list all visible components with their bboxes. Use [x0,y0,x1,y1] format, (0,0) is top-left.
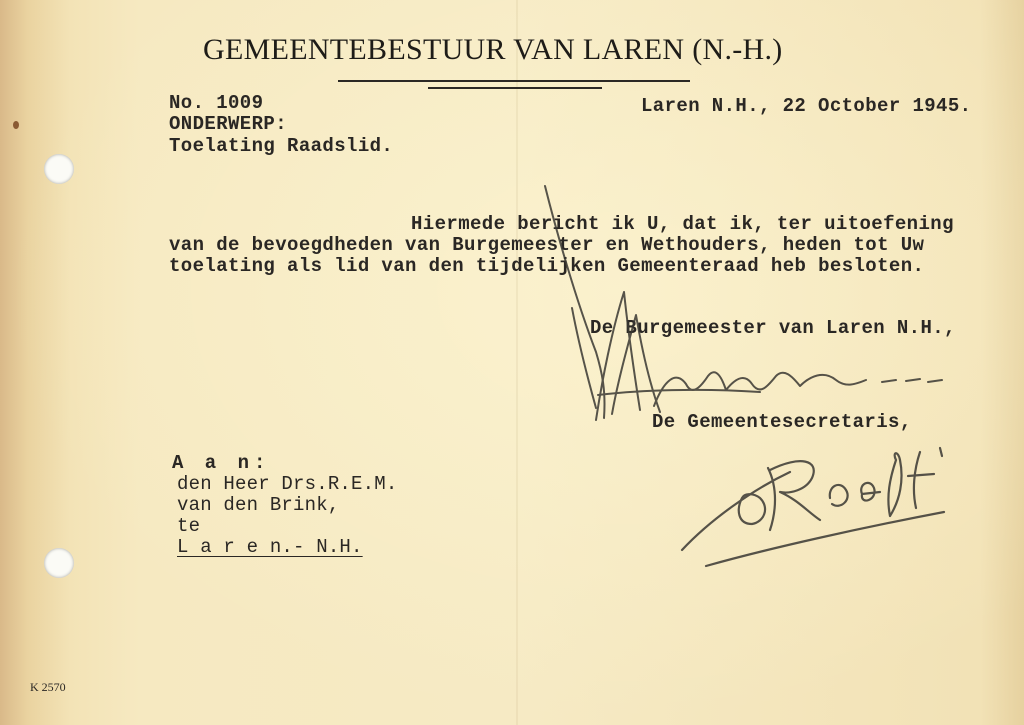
secretary-signature [682,448,944,566]
address-line-1: den Heer Drs.R.E.M. [177,473,398,495]
secretary-title: De Gemeentesecretaris, [652,411,912,433]
address-line-4: L a r e n.- N.H. [177,536,363,558]
document-code: K 2570 [30,680,66,694]
address-line-3: te [177,515,201,537]
mayor-signature [545,186,942,420]
letterhead-title: GEMEENTEBESTUUR VAN LAREN (N.-H.) [203,33,783,66]
subject-text: Toelating Raadslid. [169,135,394,157]
address-line-2: van den Brink, [177,494,340,516]
body-line-3: toelating als lid van den tijdelijken Gemeenteraad heb besloten. [169,255,925,277]
body-line-2: van de bevoegdheden van Burgemeester en Wethouders, heden tot Uw [169,234,925,256]
document-number: No. 1009 [169,92,264,114]
place-date: Laren N.H., 22 October 1945. [641,95,972,117]
address-label: A a n: [172,452,271,474]
subject-label: ONDERWERP: [169,113,288,135]
mayor-title: De Burgemeester van Laren N.H., [590,317,956,339]
body-line-1: Hiermede bericht ik U, dat ik, ter uitoefening [411,213,954,235]
